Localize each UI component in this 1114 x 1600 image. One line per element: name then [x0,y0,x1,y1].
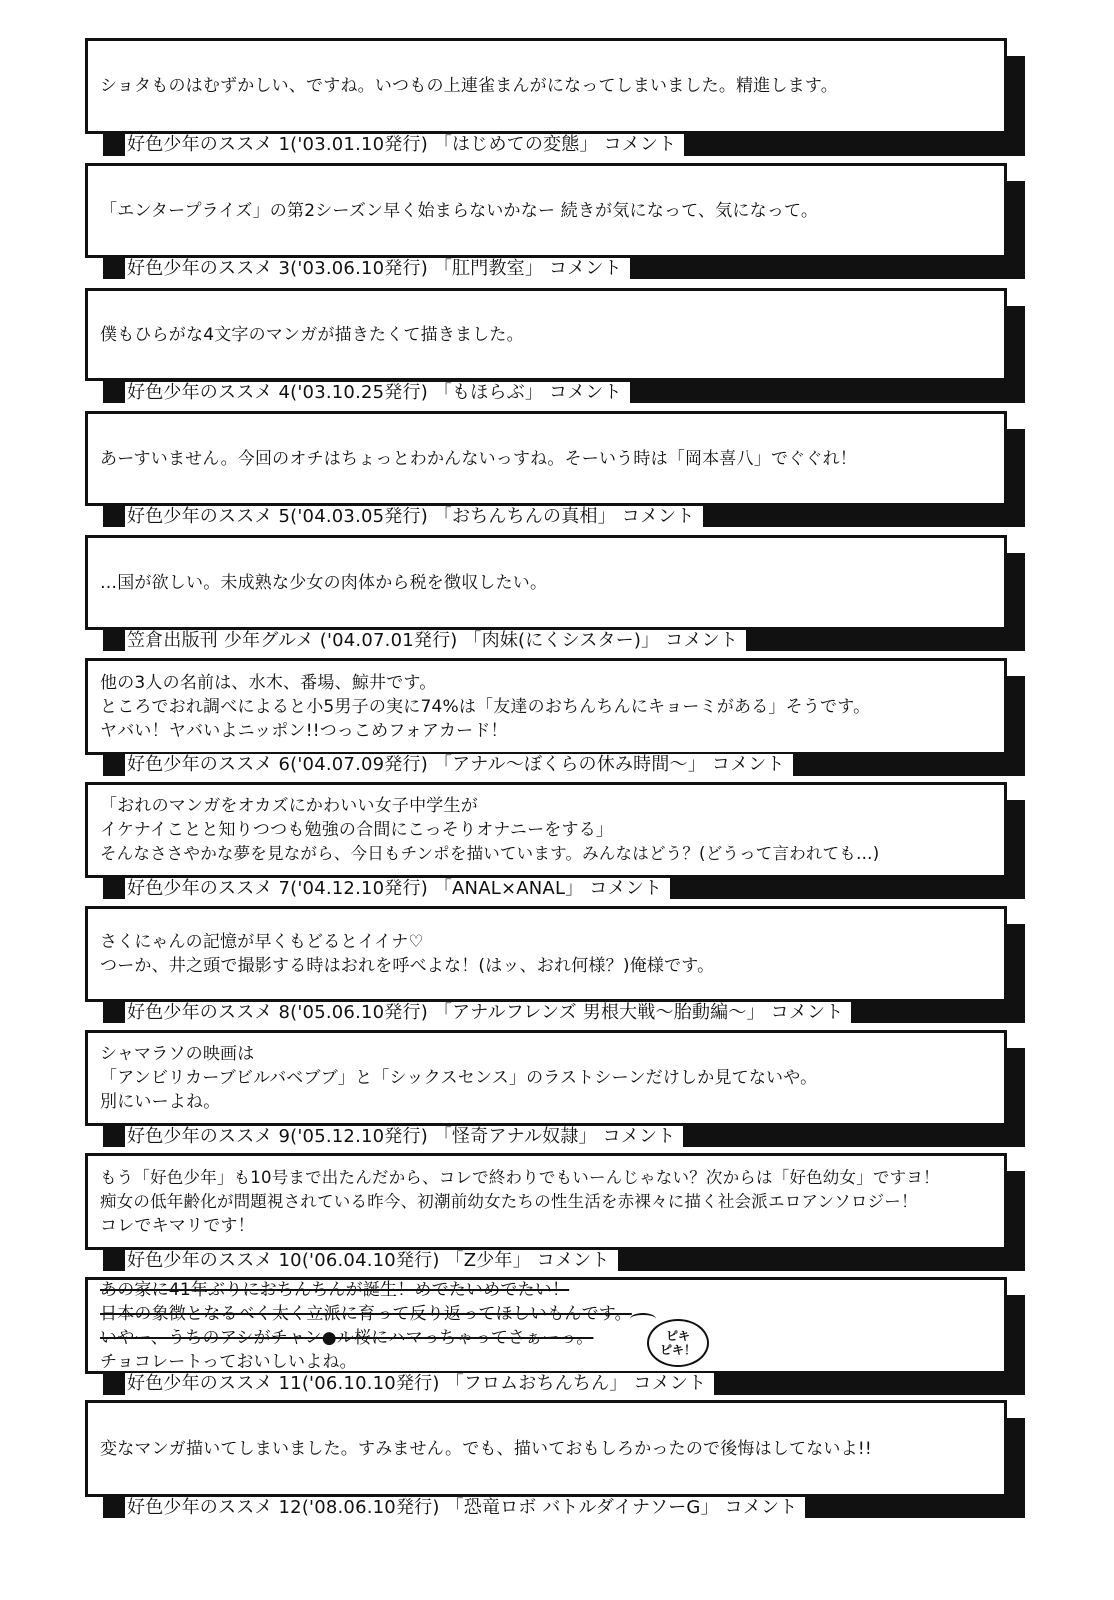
comment-box [85,163,1007,258]
caption: 好色少年のススメ 7('04.12.10発行) 「ANAL×ANAL」 コメント [125,878,670,900]
comment-box [85,1153,1007,1250]
comment-line: イケナイことと知りつつも勉強の合間にこっそりオナニーをする」 [100,820,614,840]
comment-line: …国が欲しい。未成熟な少女の肉体から税を徴収したい。 [100,572,548,593]
comment-line: 他の3人の名前は、水木、番場、鯨井です。 [100,672,437,693]
comment-line: 「おれのマンガをオカズにかわいい女子中学生が [100,796,478,816]
comment-line: あーすいません。今回のオチはちょっとわかんないっすね。そーいう時は「岡本喜八」でぐぐれ！ [100,448,857,469]
comment-line: 「エンタープライズ」の第2シーズン早く始まらないかなー 続きが気になって、気になって。 [100,200,819,221]
comment-line: ところでおれ調べによると小5男子の実に74%は「友達のおちんちんにキョーミがある」そうです。 [100,696,871,717]
comment-line: もう「好色少年」も10号まで出たんだから、コレで終わりでもいーんじゃない？次からは「好色幼女」ですヨ！ [100,1167,940,1187]
caption: 好色少年のススメ 12('08.06.10発行) 「恐竜ロボ バトルダイナソーG」 コメント [125,1497,805,1519]
comment-line: 「アンビリカーブビルバベブブ」と「シックスセンス」のラストシーンだけしか見てないや。 [100,1068,818,1088]
caption: 好色少年のススメ 4('03.10.25発行) 「もほらぶ」 コメント [125,382,630,404]
comment-box [85,1400,1007,1497]
comment-line: 僕もひらがな4文字のマンガが描きたくて描きました。 [100,324,524,345]
comment-line: シャマラソの映画は [100,1044,255,1064]
comment-box [85,38,1007,134]
comment-box [85,782,1007,878]
caption: 好色少年のススメ 1('03.01.10発行) 「はじめての変態」 コメント [125,134,684,156]
comment-line: ヤバい！ヤバいよニッポン!!つっこめフォアカード！ [100,720,508,741]
struck-comment-line: あの家に41年ぶりにおちんちんが誕生！めでたいめでたい！ [100,1279,570,1300]
sound-effect-bubble [647,1319,709,1367]
caption: 好色少年のススメ 9('05.12.10発行) 「怪奇アナル奴隷」 コメント [125,1126,683,1148]
comment-box [85,1030,1007,1126]
bubble-tail [630,1313,656,1325]
caption: 好色少年のススメ 6('04.07.09発行) 「アナル～ぼくらの休み時間～」 コメント [125,754,793,776]
caption: 好色少年のススメ 5('04.03.05発行) 「おちんちんの真相」 コメント [125,506,703,528]
bubble-text: ピキ！ [659,1343,696,1357]
struck-comment-line: いやー、うちのアシがチャン●ル桜にハマっちゃってさぁーっ。 [100,1327,594,1348]
comment-line: 痴女の低年齢化が問題視されている昨今、初潮前幼女たちの性生活を赤裸々に描く社会派エロアンソロジー！ [100,1191,918,1211]
comment-line: さくにゃんの記憶が早くもどるとイイナ♡ [100,932,424,952]
comment-box [85,906,1007,1002]
caption: 好色少年のススメ 11('06.10.10発行) 「フロムおちんちん」 コメント [125,1373,714,1395]
comment-box [85,411,1007,506]
comment-box [85,535,1007,630]
comment-line: 別にいーよね。 [100,1092,221,1112]
bubble-text: ピキ [665,1329,690,1343]
caption: 好色少年のススメ 8('05.06.10発行) 「アナルフレンズ 男根大戦～胎動編～」 コメント [125,1002,851,1024]
comment-line: ショタものはむずかしい、ですね。いつもの上連雀まんがになってしまいました。精進します。 [100,76,838,96]
comment-line: そんなささやかな夢を見ながら、今日もチンポを描いています。みんなはどう？(どうって言われても…) [100,844,880,863]
comment-line: チョコレートっておいしいよね。 [100,1351,357,1372]
comment-line: 変なマンガ描いてしまいました。すみません。でも、描いておもしろかったので後悔はしてないよ!! [100,1438,872,1459]
caption: 好色少年のススメ 10('06.04.10発行) 「Z少年」 コメント [125,1250,618,1272]
comment-box [85,288,1007,381]
struck-comment-line: 日本の象徴となるべく太く立派に育って反り返ってほしいもんです。 [100,1303,632,1324]
caption: 笠倉出版刊 少年グルメ ('04.07.01発行) 「肉妹(にくシスター)」 コメント [125,630,746,652]
caption: 好色少年のススメ 3('03.06.10発行) 「肛門教室」 コメント [125,258,630,280]
comment-line: つーか、井之頭で撮影する時はおれを呼べよな！(はッ、おれ何様？)俺様です。 [100,956,715,976]
comment-box [85,1277,1007,1374]
comment-line: コレでキマリです！ [100,1215,255,1236]
comment-box [85,658,1007,755]
